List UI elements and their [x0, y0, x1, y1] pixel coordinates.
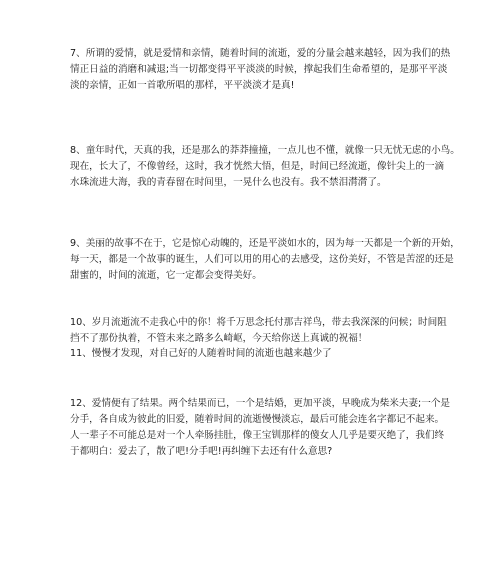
text-line: 于都明白：爱去了，散了吧!分手吧!再纠缠下去还有什么意思?: [70, 446, 333, 457]
text-line: 12、爱情便有了结果。两个结果而已，一个是结婚，更加平淡，早晚成为柴米夫妻;一个是: [70, 398, 451, 409]
paragraph-7: [70, 46, 451, 94]
text-line: 水珠流进大海，我的青春留在时间里，一晃什么也没有。我不禁泪潸潸了。: [70, 177, 387, 188]
paragraph-8: [70, 143, 460, 191]
text-line: 人一辈子不可能总是对一个人牵肠挂肚，像王宝钏那样的傻女人几乎是要灭绝了，我们终: [70, 430, 445, 441]
text-line: 10、岁月流逝流不走我心中的你！将千万思念托付那吉祥鸟，带去我深深的问候；时间阻: [70, 317, 447, 328]
text-line: 8、童年时代，天真的我，还是那么的莽莽撞撞，一点儿也不懂，就像一只无忧无虑的小鸟。: [70, 145, 460, 156]
text-line: 情正日益的消磨和减退;当一切都变得平平淡淡的时候，撑起我们生命希望的，是那平平淡: [70, 64, 448, 75]
text-line: 7、所谓的爱情，就是爱情和亲情，随着时间的流逝，爱的分量会越来越轻，因为我们的热: [70, 48, 451, 59]
text-line: 甜蜜的，时间的流逝，它一定都会变得美好。: [70, 270, 262, 281]
text-line: 每一天，都是一个故事的诞生，人们可以用的用心的去感受，这份美好，不管是苦涩的还是: [70, 254, 454, 265]
paragraph-9: [70, 236, 460, 284]
text-line: 分手，各自成为彼此的旧爱，随着时间的流逝慢慢淡忘，最后可能会连名字都记不起来。: [70, 414, 445, 425]
text-line: 挡不了那份执着，不管未来之路多么崎岖，今天给你送上真诚的祝福！: [70, 333, 368, 344]
text-line: 淡的亲情，正如一首歌所唱的那样，平平淡淡才是真!: [70, 80, 295, 91]
paragraph-11: [70, 346, 430, 362]
paragraph-10: [70, 315, 447, 347]
text-line: 9、美丽的故事不在于，它是惊心动魄的，还是平淡如水的，因为每一天都是一个新的开始，: [70, 238, 460, 249]
text-line: 11、慢慢才发现，对自己好的人随着时间的流逝也越来越少了: [70, 348, 332, 359]
text-line: 现在，长大了，不像曾经，这时，我才恍然大悟，但是，时间已经流逝，像针尖上的一滴: [70, 161, 445, 172]
paragraph-12: [70, 396, 451, 460]
